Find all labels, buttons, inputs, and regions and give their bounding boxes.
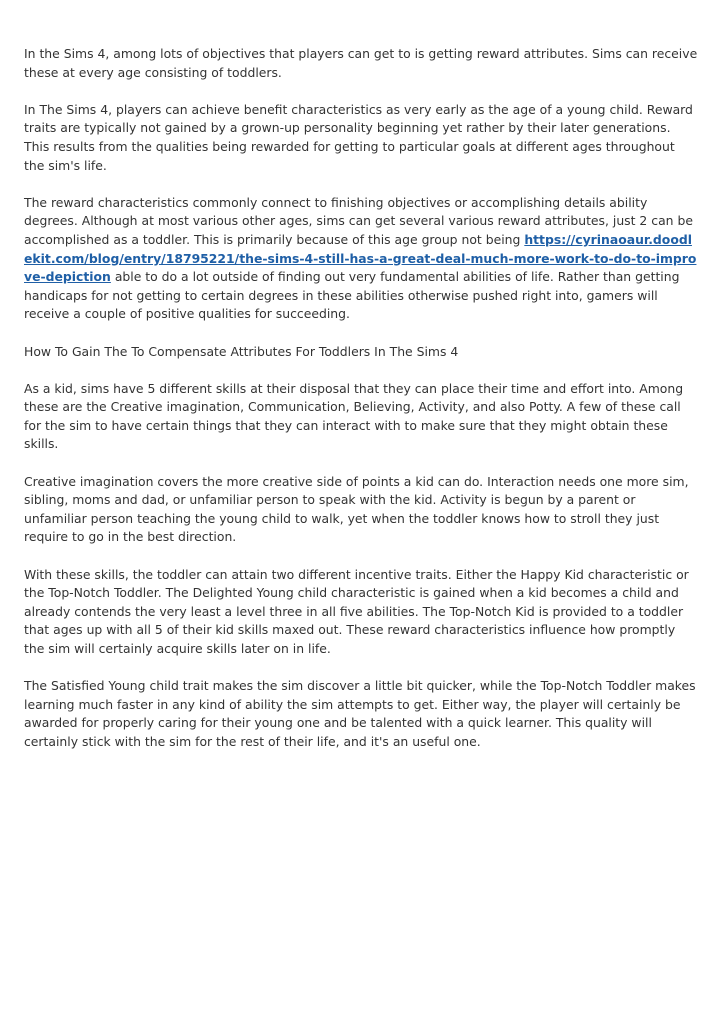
article-link[interactable]: https://cyrinaoaur.doodlekit.com/blog/entry/18795221/the-sims-4-still-has-a-great-deal-much-more-work-to-do-to-improve-depiction <box>24 231 697 285</box>
paragraph-text-after-link: able to do a lot outside of finding out very fundamental abilities of life. Rather than getting handicaps for not getting to certain degrees in these abilities otherwise pushed right into, gamers will receive a couple of positive qualities for succeeding. <box>24 269 680 322</box>
paragraph-trait-effects: The Satisfied Young child trait makes the sim discover a little bit quicker, while the Top-Notch Toddler makes learning much faster in any kind of ability the sim attempts to get. Either way, the player will certainly be awarded for properly caring for their young one and be talented with a quick learner. This quality will certainly stick with the sim for the rest of their life, and it's an useful one. <box>24 678 696 749</box>
paragraph-skills: As a kid, sims have 5 different skills at their disposal that they can place their time and effort into. Among these are the Creative imagination, Communication, Believing, Activity, and also Potty. A few of these call for the sim to have certain things that they can interact with to make sure that they might obtain these skills. <box>24 380 684 452</box>
paragraph-incentive-traits: With these skills, the toddler can attain two different incentive traits. Either the Happy Kid characteristic or the Top-Notch Toddler. The Delighted Young child characteristic is gained when a kid becomes a child and already contends the very least a level three in all five abilities. The Top-Notch Kid is provided to a toddler that ages up with all 5 of their kid skills maxed out. These reward characteristics influence how promptly the sim will certainly acquire skills later on in life. <box>24 566 689 656</box>
paragraph-skill-details: Creative imagination covers the more creative side of points a kid can do. Interaction needs one more sim, sibling, moms and dad, or unfamiliar person to speak with the kid. Activity is begun by a parent or unfamiliar person teaching the young child to walk, yet when the toddler knows how to stroll they just require to go in the best direction. <box>24 473 689 545</box>
paragraph-reward-traits: In The Sims 4, players can achieve benefit characteristics as very early as the age of a young child. Reward traits are typically not gained by a grown-up personality beginning yet rather by their later generations. This results from the qualities being rewarded for getting to particular goals at different ages throughout the sim's life. <box>24 101 693 173</box>
paragraph-text-before-link: The reward characteristics commonly connect to finishing objectives or accomplishing details ability degrees. Although at most various other ages, sims can get several various reward attributes, just 2 can be accomplished as a toddler. This is primarily because of this age group not being <box>24 194 693 247</box>
paragraph-toddler-rewards <box>24 194 698 324</box>
paragraph-intro: In the Sims 4, among lots of objectives that players can get to is getting reward attributes. Sims can receive these at every age consisting of toddlers. <box>24 46 698 80</box>
section-heading: How To Gain The To Compensate Attributes For Toddlers In The Sims 4 <box>24 343 459 359</box>
article-body <box>24 45 698 770</box>
